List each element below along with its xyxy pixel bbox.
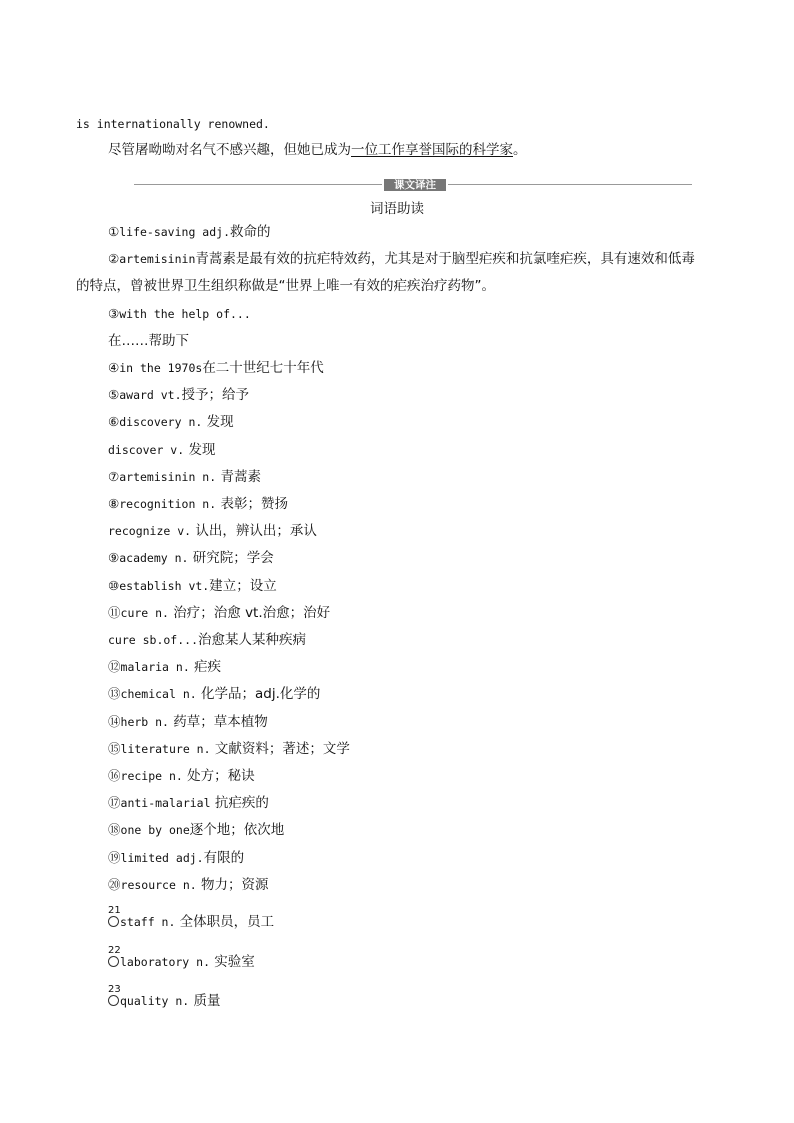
vocab-number: ⑫ <box>108 659 121 675</box>
vocab-term: academy n. <box>119 551 189 566</box>
vocab-number: ① <box>108 224 120 239</box>
vocab-term: discovery n. <box>119 415 203 430</box>
vocab-meaning: 治愈某人某种疾病 <box>198 632 307 648</box>
vocab-heading: 词语助读 <box>370 201 424 217</box>
vocab-item <box>108 740 350 759</box>
vocab-item <box>108 577 277 596</box>
vocab-meaning: 发现 <box>184 441 216 458</box>
vocab-term: laboratory n. <box>120 955 211 969</box>
vocab-item <box>108 631 306 650</box>
vocab-meaning: 处方；秘诀 <box>182 768 255 784</box>
vocab-item <box>108 413 234 432</box>
vocab-item <box>108 441 215 460</box>
vocab-term: chemical n. <box>120 687 197 702</box>
vocab-item <box>76 277 495 296</box>
vocab-meaning: 抗疟疾的 <box>210 795 269 812</box>
vocab-item <box>108 953 255 972</box>
vocab-number: 22 <box>108 945 121 956</box>
vocab-item <box>108 658 221 677</box>
vocab-number: 23 <box>108 984 121 995</box>
vocab-meaning: 授予；给予 <box>181 387 250 404</box>
vocab-item <box>108 549 274 568</box>
intro-cn-after: 。 <box>513 142 527 158</box>
vocab-item <box>108 849 244 868</box>
vocab-number: ⑨ <box>108 550 120 566</box>
intro-cn-underlined: 一位工作享誉国际的科学家 <box>351 142 513 158</box>
vocab-term: malaria n. <box>120 660 190 675</box>
vocab-number: ⑭ <box>108 713 121 729</box>
vocab-term: recognize v. <box>108 524 192 539</box>
vocab-item <box>108 767 255 786</box>
vocab-item <box>108 386 249 405</box>
vocab-meaning: 发现 <box>202 414 234 431</box>
vocab-term: artemisinin <box>119 252 196 267</box>
vocab-number: ⑥ <box>108 414 120 430</box>
vocab-meaning: 在……帮助下 <box>108 332 189 349</box>
vocab-item <box>108 495 288 514</box>
vocab-term: discover v. <box>108 442 185 457</box>
vocab-meaning: 在二十世纪七十年代 <box>202 360 324 376</box>
vocab-item <box>108 223 271 242</box>
vocab-number: ⑬ <box>108 686 121 702</box>
vocab-number: ④ <box>108 360 120 375</box>
vocab-term: award vt. <box>119 388 182 403</box>
vocab-item <box>108 359 324 378</box>
vocab-meaning: 文献资料；著述；文学 <box>210 740 350 757</box>
vocab-number: ⑯ <box>108 768 121 783</box>
vocab-number: ⑳ <box>108 876 121 892</box>
section-divider <box>134 179 692 193</box>
vocab-term: establish vt. <box>119 578 210 593</box>
vocab-term: life-saving adj. <box>119 225 230 239</box>
vocab-term: cure n. <box>120 605 169 620</box>
vocab-item <box>108 250 695 269</box>
vocab-meaning: 研究院；学会 <box>188 550 274 567</box>
vocab-meaning: 认出，辨认出；承认 <box>191 523 317 540</box>
vocab-meaning: 药草；草本植物 <box>168 713 268 730</box>
vocab-meaning: 救命的 <box>230 224 271 240</box>
section-tag <box>382 179 448 192</box>
vocab-item <box>108 685 320 704</box>
vocab-number: 21 <box>108 905 121 916</box>
vocab-number: ⑤ <box>108 387 120 403</box>
vocab-meaning: 有限的 <box>203 849 245 866</box>
vocab-item <box>108 604 330 623</box>
vocab-term: anti-malarial <box>120 796 211 811</box>
vocab-meaning: 全体职员，员工 <box>175 914 275 930</box>
vocab-number: ③ <box>108 305 120 321</box>
vocab-item <box>108 713 268 732</box>
vocab-number: ⑰ <box>108 795 121 811</box>
intro-english-tail: is internationally renowned. <box>76 117 270 131</box>
vocab-term: one by one <box>120 823 190 838</box>
vocab-item <box>108 821 284 840</box>
vocab-term: herb n. <box>120 714 169 729</box>
vocab-meaning: 青蒿素 <box>216 468 261 485</box>
intro-chinese-sentence <box>108 141 527 159</box>
vocab-item <box>108 332 189 351</box>
vocab-term: artemisinin n. <box>119 469 217 484</box>
vocab-item <box>108 876 268 895</box>
vocab-number: ⑲ <box>108 849 121 865</box>
circle-number-icon <box>108 956 119 967</box>
vocab-item <box>108 305 251 324</box>
vocab-item <box>108 992 221 1011</box>
vocab-number: ⑪ <box>108 604 121 620</box>
vocab-term: in the 1970s <box>119 361 203 375</box>
vocab-term: staff n. <box>120 915 176 929</box>
vocab-meaning: 质量 <box>189 993 221 1009</box>
intro-cn-before: 尽管屠呦呦对名气不感兴趣，但她已成为 <box>108 142 351 158</box>
section-tag-label: 课文译注 <box>384 179 446 191</box>
vocab-number: ⑧ <box>108 496 120 511</box>
vocab-meaning: 逐个地；依次地 <box>189 822 285 839</box>
vocab-term: recipe n. <box>120 769 183 783</box>
vocab-number: ② <box>108 251 120 267</box>
vocab-meaning: 疟疾 <box>189 659 222 676</box>
circle-number-icon <box>108 916 119 927</box>
vocab-term: with the help of... <box>119 306 251 321</box>
circle-number-icon <box>108 995 119 1006</box>
vocab-meaning: 化学品；adj.化学的 <box>196 686 321 703</box>
vocab-item <box>108 794 269 813</box>
vocab-item <box>108 468 261 487</box>
vocab-meaning: 青蒿素是最有效的抗疟特效药，尤其是对于脑型疟疾和抗氯喹疟疾，具有速效和低毒 <box>195 251 695 268</box>
vocab-meaning: 物力；资源 <box>196 876 269 893</box>
vocab-term: limited adj. <box>120 850 204 865</box>
vocab-meaning: 实验室 <box>210 954 255 970</box>
vocab-meaning: 建立；设立 <box>209 577 277 594</box>
vocab-meaning: 治疗；治愈 vt.治愈；治好 <box>168 604 331 621</box>
vocab-term: recognition n. <box>119 497 217 511</box>
vocab-number: ⑱ <box>108 822 121 838</box>
vocab-term: resource n. <box>120 877 197 892</box>
vocab-meaning: 的特点，曾被世界卫生组织称做是“世界上唯一有效的疟疾治疗药物”。 <box>76 278 495 295</box>
vocab-item <box>108 913 274 932</box>
vocab-number: ⑩ <box>108 577 120 593</box>
vocab-number: ⑦ <box>108 468 120 484</box>
vocab-term: literature n. <box>120 741 211 756</box>
vocab-term: quality n. <box>120 994 190 1008</box>
vocab-item <box>108 522 317 541</box>
vocab-meaning: 表彰；赞扬 <box>216 496 288 512</box>
vocab-number: ⑮ <box>108 740 121 756</box>
vocab-term: cure sb.of... <box>108 633 199 647</box>
